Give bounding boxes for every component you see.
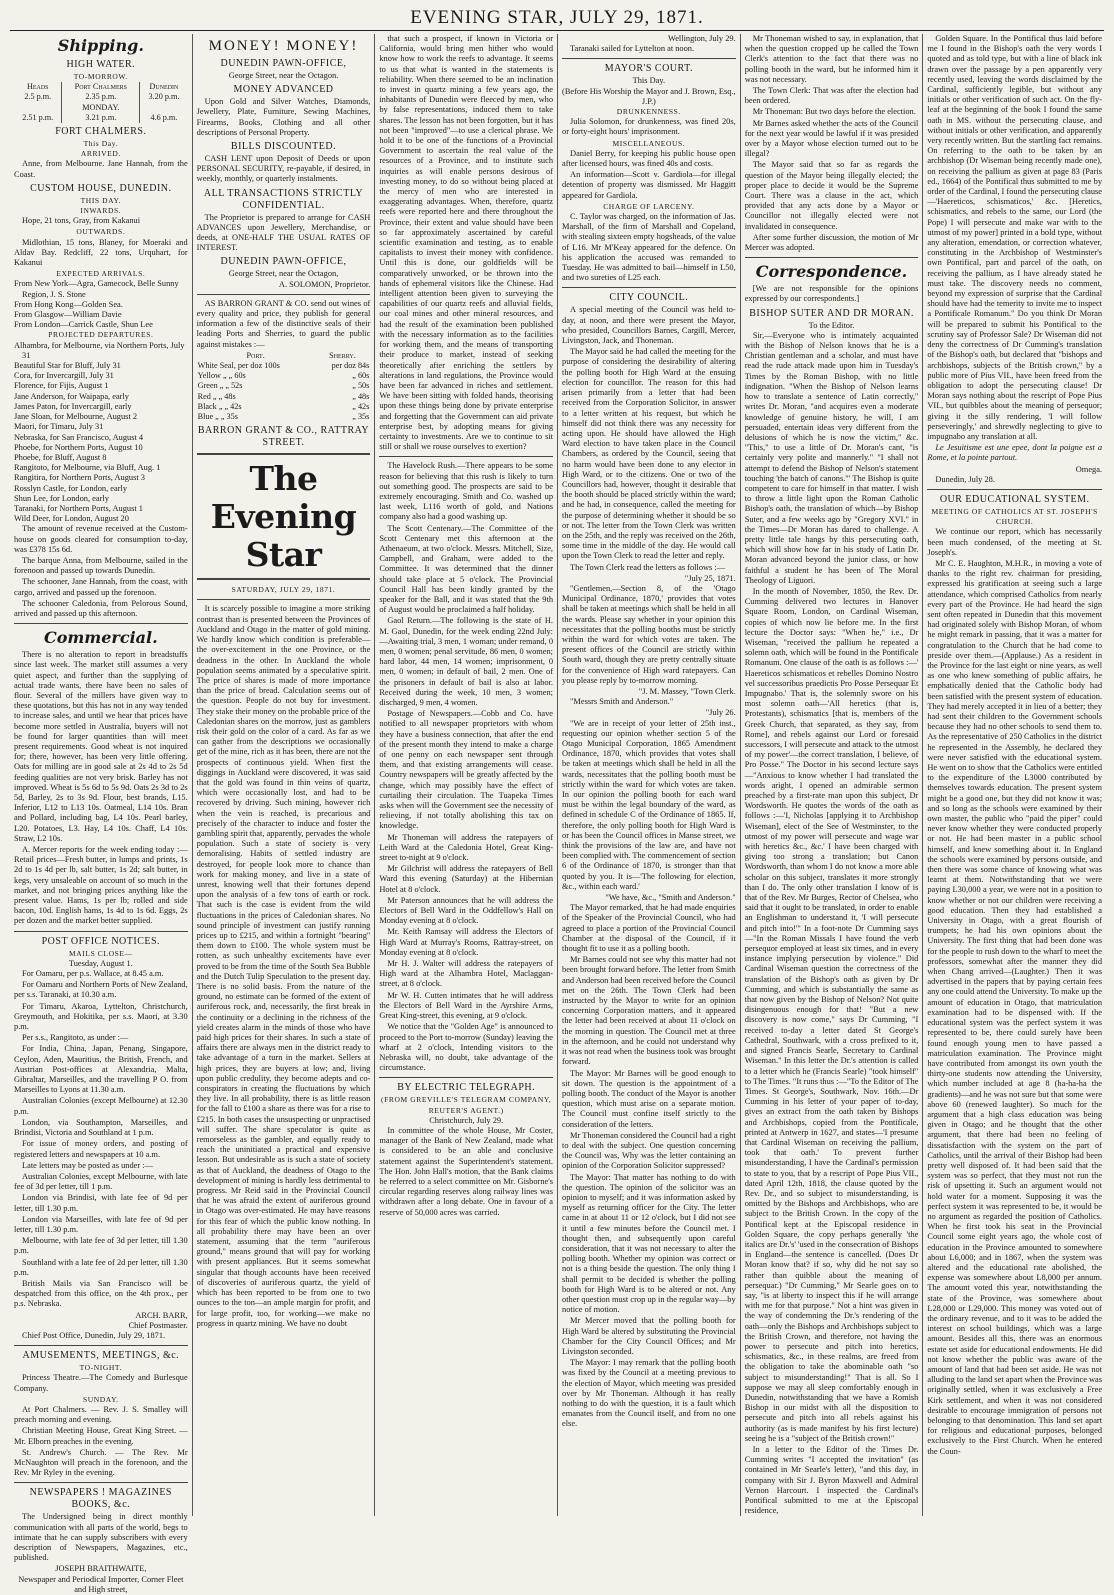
high-water-heading: HIGH WATER. <box>66 59 136 70</box>
list-item: Phoebe, for Bluff, August 8 <box>14 452 107 462</box>
tide-cell: 4.6 p.m. <box>150 112 178 122</box>
council-paragraph: The Mayor said that so far as regards the question of the Mayor being illegally elected; the proper place to decide it would be the Supreme Court. There was a clause in the act, which provided that any acts done by a Mayor or Councillor not illegally elected were not invalidated in consequence. <box>744 160 919 231</box>
news-paragraph: Mr Thoneman will address the ratepayers of Leith Ward at the Caledonia Hotel, Great King-street to-night at 9 o'clock. <box>379 832 554 863</box>
wine-cell: Yellow „ „ 60s <box>197 371 246 381</box>
education-heading: OUR EDUCATIONAL SYSTEM. <box>939 493 1090 505</box>
braithwaite-name: JOSEPH BRAITHWAITE, <box>55 1564 147 1574</box>
shipping-paragraph: The amount of revenue received at the Custom-house on goods cleared for consumption to-day, was £378 15s 6d. <box>14 524 188 554</box>
proprietor-text: The Proprietor is prepared to arrange for CASH ADVANCES upon Jewellery, Merchandise, or deeds, at ONE-HALF THE USUAL RATES OF INTEREST. <box>196 212 371 253</box>
letter-date: "July 25, 1871. <box>684 573 736 583</box>
letter-date: "July 26. <box>705 708 736 718</box>
wine-cell: White Seal, per doz 100s <box>197 361 280 371</box>
tide-row <box>14 113 188 123</box>
list-item: Florence, for Fijis, August 1 <box>14 381 109 391</box>
column-2 <box>193 34 376 1516</box>
list-item: From London—Carrick Castle, Shun Lee <box>14 320 153 330</box>
cash-text: CASH LENT upon Deposit of Deeds or upon PERSONAL SECURITY, re-payable, if desired, in weekly, monthly, or quarterly instalments. <box>196 154 371 184</box>
tide-cell: 2.51 p.m. <box>14 113 62 123</box>
council-paragraph: Mr Barnes could not see why this matter had not been brought forward before. The letter from Smith and Anderson had been received before the Council met on the 26th. The Town Clerk had been instructed by the Mayor to write for an opinion concerning Corporation matters, and it appeared the letter had been received at about 11 o'clock on the morning in question. The Council met at three in the afternoon, and he could not understand why it was not read when the business took was brought forward. <box>562 955 736 1067</box>
news-paragraph: Mr W. H. Cutten intimates that he will address the Electors of Bell Ward in the Ayrshire Arms, Great King-street, this evening, at 9 o'clock. <box>379 990 554 1021</box>
amusements-heading: AMUSEMENTS, MEETINGS, &c. <box>22 1350 180 1362</box>
letter-text: "We are in receipt of your letter of 25th inst., requesting our opinion whether section 5 of the Otago Municipal Corporation, 1865 Amendment Ordinance, 1870, which provides that votes shall be taken at meetings which shall be held in all the wards, necessitates that the polling booth must be strictly within the ward for which votes are taken. In our opinion the polling booth for each ward must be within the legal boundary of the ward, as defined in schedule C of the Ordinance of 1865. If, therefore, the only polling booth for High Ward is or has been the Council offices in Manse street, we think the provisions of the law are, and have not been complied with. The commencement of section 6 of the Ordinance of 1870, is stronger than that quoted by you. It is—'The following for election, &c., within each ward.' <box>562 718 736 891</box>
divider <box>197 599 371 600</box>
council-paragraph: The Mayor said he had called the meeting for the purpose of considering the desirability of altering the polling booth for High Ward at the ensuing election for councillor. The reason for this had arisen primarily from a letter that had been received from the Corporation Solicitor, in answer to a letter written at his request, but which he himself did not think there was any necessity for acting upon. He should have allowed the High Ward election to have taken place in the Council Chambers, as ordered by the Council, seeing that no harm would have been done to any elector in High Ward, or to the citizens. One or two of the Councillors had, however, thought it desirable that the booth should be placed strictly within the ward; and he had, in consequence, called the meeting for the purpose of determining whether it should be so or not. The letter from the Town Clerk was written on the 25th, and the reply was received on the 26th, some time in the middle of the day. He would call upon the Town Clerk to read the letter and reply. <box>562 347 736 561</box>
council-paragraph: After some further discussion, the motion of Mr Mercer was adopted. <box>744 232 919 253</box>
before-text: (Before His Worship the Mayor and J. Brown, Esq., J.P.) <box>562 86 736 106</box>
column-4 <box>558 34 741 1516</box>
divider <box>562 58 736 59</box>
sunday-label: SUNDAY. <box>82 1394 119 1404</box>
council-paragraph: Mr Mercer moved that the polling booth for High Ward be altered by substituting the Provincial Chamber for the City Council Offices; and Mr Livingston seconded. <box>562 1316 736 1356</box>
commercial-paragraph: A. Mercer reports for the week ending today :—Retail prices—Fresh butter, in lumps and prints, 1s 2d to 1s 4d per lb, salt butter, 1s 2d; salt butter, in kegs, very unsaleable on account of so much in the market, and not bringing prices anything like the present value. Hams, 1s per lb; rolled and side bacon, 10d. English hams, 1s 4d to 1s 6d. Eggs, 2s per dozen and the market better supplied. <box>14 845 188 926</box>
column-5 <box>741 34 924 1516</box>
tide-cell: 3.20 p.m. <box>148 92 180 102</box>
post-item: London via Marseilles, with late fee of 9d per letter, till 1.30 p.m. <box>14 1214 188 1234</box>
tide-cell: 3.21 p.m. <box>62 113 140 123</box>
news-paragraph: Mr Gilchrist will address the ratepayers of Bell Ward this evening (Saturday) at the Hibernian Hotel at 8 o'clock. <box>379 864 554 894</box>
this-day-label: This Day. <box>632 76 666 86</box>
braithwaite-title: Newspaper and Periodical Importer, Corner Fleet and High street, <box>18 1574 184 1594</box>
wine-cell: „ 35s <box>352 412 370 422</box>
column-1 <box>10 34 193 1594</box>
council-paragraph: The Town Clerk: That was after the election had been ordered. <box>744 86 919 106</box>
newspapers-text: The Undersigned being in direct monthly communication with all parts of the world, begs to intimate that he can supply subscribers with every description of Newspapers, Magazines, etc., published. <box>14 1512 188 1563</box>
arrived-text: Anne, from Melbourne. Jane Hannah, from the Coast. <box>14 159 188 179</box>
letter-recipient: "Messrs Smith and Anderson." <box>570 697 674 707</box>
council-paragraph: Mr Thoneman wished to say, in explanation, that when the question cropped up he called the Town Clerk's attention to the fact that there was no polling booth in the ward, but he informed him it was not necessary. <box>744 34 919 84</box>
columns <box>10 34 1106 1594</box>
tide-subhead-row <box>14 103 188 113</box>
money-advanced: MONEY ADVANCED <box>233 84 334 96</box>
post-item: For Oamaru, per p.s. Wallace, at 8.45 a.m. <box>22 969 164 979</box>
french-quote: Le Jesuitisme est une epee, dont la poigne est a Rome, et la pointe partout. <box>927 443 1103 463</box>
drunkenness-text: Julia Solomon, for drunkenness, was fined 20s, or forty-eight hours' imprisonment. <box>562 117 736 137</box>
table-row <box>197 392 371 402</box>
council-paragraph: The Mayor: That matter has nothing to do with the question. The opinion of the solicitor was an opinion to myself; and it was information asked by myself as returning officer for the City. The letter came in at about 11 or 12 o'clock, but I did not see it until a few minutes before the Council met. I thought then, and subsequently upon careful consideration, that it was not necessary to alter the polling booth. Whether my opinion was correct or not is a thing beside the question. The only thing I shall permit to be decided is whether the polling booth for High Ward is to be altered or not. Any other question must crop up in the regular way—by notice of motion. <box>562 1172 736 1315</box>
money-text: Upon Gold and Silver Watches, Diamonds, Jewellery, Plate, Furniture, Sewing Machines, Firearms, Books, Clothing and all other descriptions of Personal Property. <box>196 97 371 137</box>
list-item: Rangitira, for Northern Ports, August 3 <box>14 473 145 483</box>
commercial-heading: Commercial. <box>43 628 158 648</box>
letter-paragraph: In a letter to the Editor of the Times Dr. Cumming writes "I accepted the invitation" (as contained in Mr Searle's letter), "and this day, in company with Sir J. Byron Maxwell and Admiral Vernon Harcourt. I inspected the Cardinal's Pontifical submitted to me at the Episcopal residence, <box>744 1445 919 1516</box>
barron-signature: BARRON GRANT & CO., RATTRAY STREET. <box>197 425 370 449</box>
disclaimer-text: [We are not responsible for the opinions expressed by our correspondents.] <box>744 284 919 304</box>
city-council-heading: CITY COUNCIL. <box>609 292 689 304</box>
list-item: Beautiful Star for Bluff, July 31 <box>14 361 121 371</box>
council-paragraph: Mr Thoneman considered the Council had a right to deal with the subject. One question concerning the Council was, Why was the letter containing an opinion of the Corporation Solicitor suppressed? <box>562 1130 736 1171</box>
date-line: SATURDAY, JULY 29, 1871. <box>231 585 336 595</box>
telegraph-subheading: (FROM GREVILLE'S TELEGRAM COMPANY, REUTER'S AGENT.) <box>380 1095 552 1115</box>
solomon-signature: A. SOLOMON, Proprietor. <box>278 279 371 289</box>
education-paragraph: Mr C. E. Haughton, M.H.R., in moving a vote of thanks to the right rev. chairman for presiding, expressed his gratification at seeing such a large attendance, which comprised Catholics from nearly every part of the Province. He had heard the sign sent often repeated in Dunedin that this movement had originated solely with Bishop Moran, of whom he might remark in passing, that it was a matter for congratulation to the Church that he had come to preside over them.—(Applause.) As a resident in the Province for the last eight or nine years, as well as one who knew something of public affairs, he emphatically denied that the Catholic body had been satisfied with the present system of education. They had merely accepted it in lieu of a better; they had sent their children to the Government schools because they had no other schools to send them to. As the representative of 250 Catholics in the district he represented in the Assembly, he declared they were never satisfied with the educational system. He went on to show that the Catholics were entitled to the expenditure of the L3000 contributed by themselves towards education. The present system might be a good one, but they did not know it was; and so long as the schools were examined by their own master, the public who "paid the piper" could never know whether they were conducted properly or not. He had been master in a public school himself, and knew something about it. In England the schools were examined by persons outside, and then there was some chance of knowing what was learnt at them. Notwithstanding that we were paying L30,000 a year, we were not in a position to know whether or not our children were receiving a good education. Then they had established a University in Otago, with a great flourish of trumpets; he had his own opinions about the University. The first thing that had been done was for the people to rush down to the wharf to meet the professors, somewhat after the manner they did when Chang arrived—(Laughter.) Then it was advertised in the papers that by paying certain fees any one could attend the University. To make up the amount of education in Otago, that matriculation examination had to be dispensed with. If the educational system was the perfect system it was represented to be, there could surely have been found enough young men to have passed a matriculation examination. The Province might have contributed from amongst its own youth the thirty-one students now attending the University, which number included at age 8 (ha-ha-ha the gradients)—and he was not sure but that some were above 60 (renewed laughter). So much for the argument that a high class education was being given in Otago; and he thought that the other argument, that there had been no feeling of dissatisfaction with the system on the part of Catholics, until the arrival of their Bishop had been pretty well disposed of. It had been said that the system was so perfect, that they must not run the risk of upsetting it. Such an argument would not hold water for a moment. Supposing it was the perfect system it was represented to be, it would be no argument as regarded the position of Catholics. When he first took his seat in the Provincial Council some eight years ago, the whole cost of education in the Province amounted to somewhere about L6,000; and in 1867, when the system was altered and the educational rate abolished, the expense was somewhere about L8,000 per annum. The amount voted this year, notwithstanding the state of the Province, was somewhere about L28,000 or L29,000. This money was voted out of the ordinary revenue, and to it was to be added the interest on school buildings, which was a large amount. Besides all this, there was an enormous estate set aside for educational endowments. He did not know whether the public was aware of the amount of land that had been set aside. He was not alluding to the land set apart when the Province was originally settled, when it was exclusively a Free Kirk settlement, and when it was not considered desirable to encourage immigration of persons not belonging to that denomination. This land set apart for religious and educational purposes, belonged exclusively to the First Church. When he entered the Coun- <box>927 558 1103 1456</box>
divider <box>562 287 736 288</box>
list-item: Cora, for Invercargill, July 31 <box>14 371 114 381</box>
post-item: London via Brindisi, with late fee of 9d per letter, till 1.30 p.m. <box>14 1193 188 1213</box>
council-paragraph: The Mayor: I may remark that the polling booth was fixed by the Council at a meeting previous to the election of Mayor, which meeting was presided over by Mr Thoneman. Although it has really nothing to do with the question, it is a fault which emanates from the Council itself, and from no one else. <box>562 1358 736 1429</box>
post-item: Southland with a late fee of 2d per letter, till 1.30 p.m. <box>14 1257 188 1277</box>
pawn-office-heading: DUNEDIN PAWN-OFFICE, <box>220 58 347 69</box>
sunday-item: Christian Meeting House, Great King Street. —Mr. Elborn preaches in the evening. <box>14 1426 188 1446</box>
inwards-text: Hope, 21 tons, Gray, from Kakanui <box>22 216 141 226</box>
post-item: Australian Colonies (except Melbourne) at 12.30 p.m. <box>14 1096 188 1116</box>
education-paragraph: We continue our report, which has necessarily been much condensed, of the meeting at St. Joseph's. <box>927 527 1103 557</box>
monday-label: MONDAY. <box>62 103 140 113</box>
mails-close-label: MAILS CLOSE— <box>69 948 133 958</box>
news-paragraph: Mr Paterson announces that he will address the Electors of Bell Ward in the Oddfellow's Hall on Monday evening at 8 o'clock. <box>379 895 554 926</box>
projected-list <box>14 341 188 525</box>
correspondence-heading: Correspondence. <box>755 262 908 282</box>
arrived-label: ARRIVED. <box>80 149 121 159</box>
tide-header: Port Chalmers <box>62 82 140 92</box>
custom-house-heading: CUSTOM HOUSE, DUNEDIN. <box>30 182 172 194</box>
letter-text: "Gentlemen,—Section 8, of the 'Otago Municipal Ordinance, 1870,' provides that votes shall be taken at meetings which shall be held in all the wards. Please say whether in your opinion this necessitates that the polling booths must be strictly within the ward for which votes are taken. The present offices of the Council are strictly within South ward, though they are pretty centrally situate for the convenience of High ward ratepayers. Can you please reply by to-morrow morning. <box>562 583 736 685</box>
tide-table <box>14 82 188 123</box>
news-paragraph: Gaol Return.—The following is the state of H. M. Gaol, Dunedin, for the week ending 22nd July:—Awaiting trial, 3 men, 1 woman; under remand, 0 men, 0 women; penal servitude, 86 men, 0 women; hard labor, 44 men, 14 women; imprisonment, 0 men, 0 women; in default of bail, 2 men. One of the prisoners in default of bail is also at labor. Received during the week, 10 men, 3 women; discharged, 9 men, 4 women. <box>379 616 554 707</box>
tide-header-row <box>14 82 188 92</box>
table-row <box>197 381 371 391</box>
divider <box>14 1482 188 1483</box>
council-paragraph: The Mayor: Mr Barnes will be good enough to sit down. The question is the appointment of a polling booth. The conduct of the Mayor is another question, which must arise on a separate motion. The Council must confine itself strictly to the consideration of the letters. <box>562 1068 736 1129</box>
telegraph-heading: BY ELECTRIC TELEGRAPH. <box>397 1082 536 1094</box>
list-item: Phoebe, for Northern Ports, August 10 <box>14 442 143 452</box>
list-item: From New York—Agra, Gamecock, Belle Sunny Region, J. S. Stone <box>14 279 179 299</box>
education-subheading: MEETING OF CATHOLICS AT ST. JOSEPH'S CHURCH. <box>931 506 1098 527</box>
tonight-text: Princess Theatre.—The Comedy and Burlesque Company. <box>14 1373 188 1393</box>
sunday-item: St. Andrew's Church. — The Rev. Mr McNaughton will preach in the forenoon, and the Rev. Mr Ryley in the evening. <box>14 1447 188 1478</box>
council-paragraph: The Mayor remarked, that he had made enquiries of the Speaker of the Provincial Council, who had agreed to place a portion of the Provincial Council Chamber at the disposal of the Council, if it thought fit to use it as a polling booth. <box>562 903 736 954</box>
list-item: Rangitoto, for Melbourne, via Bluff, Aug. 1 <box>14 463 161 473</box>
column-3 <box>375 34 558 1516</box>
bills-discounted: BILLS DISCOUNTED. <box>230 141 337 153</box>
wine-cell: per doz 84s <box>331 361 370 371</box>
wine-cell: „ 48s <box>352 391 370 401</box>
post-item: For Timaru, Akaroa, Lyttelton, Christchurch, Greymouth, and Hokitika, per s.s. Maori, at 3.30 p.m. <box>14 1001 188 1032</box>
letter-paragraph: Sir,—Everyone who is intimately acquainted with the Bishop of Nelson knows that he is a Christian gentleman and a scholar, and must have read the rude attack made upon him in Tuesday's Times by the Roman Bishop, with no little indignation. "When the Bishop of Nelson learns how to translate a sentence of Latin correctly," writes Dr. Moran, "and acquires even a moderate knowledge of genuine history, he will, I am persuaded, entertain ideas very different from the delusions of which he is now the victim," &c. "This," to use a little of Dr. Moran's cant, "is certainly very polite and mannerly." "I shall not attempt to defend the Bishop of Nelson's statement touching 'the batch of canons.'" The Bishop is quite competent to care for himself in that matter. I wish to throw a little light upon the Roman Catholic Bishop's oath, the translation of which—by Bishop Suter, and a few weeks ago by "Gregory XVI." in the Times—Dr Moran has dared to challenge. A pretty little tale hangs by this persecuting oath, which will show how far in his study of Latin Dr. Moran advanced beyond the junior class, or how faithful a student he has been of The Moral Theology of Liguori. <box>744 330 919 585</box>
divider <box>197 294 371 295</box>
money-heading: MONEY! MONEY! <box>208 38 359 54</box>
council-paragraph: Mr Barnes asked whether the acts of the Council for the next year would be lawful if it was presided over by a Mayor whose election turned out to be illegal? <box>744 118 919 159</box>
to-editor-label: To the Editor. <box>808 320 855 330</box>
divider <box>745 257 919 258</box>
tide-row <box>14 92 188 102</box>
evening-star-nameplate: The Evening Star <box>210 459 357 575</box>
expected-list <box>14 279 188 330</box>
news-paragraph: Mr H. J. Walter will address the ratepayers of High ward at the Alhambra Hotel, Maclaggan-street, at 8 o'clock. <box>379 959 554 989</box>
list-item: Jane Sloan, for Melbourne, August 2 <box>14 412 138 422</box>
letter-title: BISHOP SUTER AND DR MORAN. <box>749 307 914 319</box>
barron-text: AS BARRON GRANT & CO. send out wines of every quality and price, they publish for general information a few of the distinctive seals of their leading Ports and Sherries, to guard the public against mistakes :— <box>196 298 371 349</box>
council-paragraph: A special meeting of the Council was held to-day, at noon, and there were present the Mayor, who presided, Councillors Barnes, Cargill, Mercer, Livingston, Jack, and Thoneman. <box>562 305 736 346</box>
commercial-paragraph: There is no alteration to report in breadstuffs since last week. The market still assumes a very quiet aspect, and further than the supplying of actual trade wants, there have been no sales of flour. Several of the millers have given way to these quotations, but this has not in any way tended to increase sales, and until we hear that prices have become more settled in Australia, buyers will not be found for larger quantities than will meet present requirements. Good wheat is not inquired for; there, however, has been very little offering. Oats for milling are in good sale at 2s 4d to 2s 5d feeding qualities are not very brisk. Barley has not improved. Wheat is 5s 6d to 5s 9d. Oats 2s 3d to 2s 5d, Barley, 2s to 3s 9d. Flour, best brands, L15. Inferior, L12 to L13 10s. Oatmeal, L14 10s. Bran and Pollard, including bag, L4 10s. Pearl barley, L20. Potatoes, L3. Hay, L4 10s. Chaff, L4 10s. Straw, L2 10s. <box>14 650 188 843</box>
wine-cell: Blue „ „ 35s <box>197 412 238 422</box>
news-paragraph: The Havelock Rush.—There appears to be some reason for believing that this rush is likely to turn out something good. The prospects are said to be extremely encouraging. Smith and Co. washed up last week, L116 worth of gold, and Nations company also had a good washing up. <box>379 461 554 522</box>
letter-signature: "J. M. Massey, "Town Clerk. <box>638 686 736 696</box>
pawn-address-2: George Street, near the Octagon, <box>228 269 339 279</box>
wine-header-row <box>197 351 371 361</box>
sunday-item: At Port Chalmers. — Rev. J. S. Smalley will preach morning and evening. <box>14 1404 188 1425</box>
list-item: Jane Anderson, for Waipapa, early <box>14 391 129 401</box>
letter-paragraph: In the month of November, 1850, the Rev. Dr. Cumming delivered two lectures in Hanover Square Room, London, on Cardinal Wiseman, copies of which now lie before me. In the first lecture the Doctor says: "When he," i.e., Dr Wiseman, "received the pallium he repeated a solemn oath, which will be found in the Pontificale Romanum. One clause of the oath is as follows :—' Haereticos schismaticos et rebelles Domino Nostro vel successoribus praedictis Pro Posse Persequar Et Impugnabo.' That is, the solemnly swore on his most solemn oath—'All heretics (that is, Protestants), schismatics [that is, members of the Greek Church, that separated, as they say, from Rome], and rebels against our Lord or foresaid successors, I will persecute and attack to the utmost of my power'—the correct translation, I believe, of Pro Posse." The Doctor in his second lecture says—"Anxious to know whether I had translated the words aright, I opened an admirable sermon preached by a first-rate man upon this subject, Dr Wordsworth. He quotes the words of the oath as follows :—'I, Nicholas [applying it to Archbishop Wiseman], elect of the See of Westminster, to the utmost of my power will persecute and wage war with heretics &c., &c.' I have been charged with giving too strong a translation; but Canon Wordsworth, than whom I do not know a more able scholar on this subject, translates it more strongly than I do. The only other translation I know of is that of the Rev. Mr Burges, Rector of Chelsea, who said that it ought to be translated, in order to enable an Englishman to understand it, 'I will persecute and pitch into!'" In a foot-note Dr Cumming says—"In the Roman Missals I have found the verb persequor employed at least six times, and in every instance implying persecution by violence." Did Cardinal Wiseman question the correctness of the translation of the Bishop's oath as given by Dr Cumming, and which is substantially the same as that now given by the Bishop of Nelson? Not quite disingenuous enough for that! "But a new discovery is now come," says Dr Cumming, "I received to-day a letter dated St George's Cathedral, Southwark, with a cross prefixed to it, and signed Francis Searle, Secretary to Cardinal Wiseman." In this letter the Dr.'s attention is called to a letter which he (Francis Searle) "took himself" to The Times. "It runs thus :—"To the Editor of The Times. St George's, Southwark, Nov. 16th.—Dr Cumming in his letter of your paper of to-day, gives an extract from the oath taken by Bishops and Archbishops, copied from the Pontificale, printed at Antwerp in 1627, and states—'I presume that Cardinal Wiseman on receiving the pallium, took that oath.' To prevent further misunderstanding, I have the Cardinal's permission to state to you, that by a rescript of Pope Pius VII., dated April 12th, 1818, the clause quoted by the Rev. Dr., and so subject to misunderstanding, is omitted by the Bishops and Archbishops, who are subject to the British Crown. In the copy of the Pontifical kept at the Episcopal residence in Golden Square, the copy perhaps generally 'the italics are Dr.'s' 'used in the consecration of Bishops in England—the sentence is cancelled. (Does Dr Moran know that? if so, why did he not say so rather than quibble about the meaning of persequar.) "Dr Cumming," Mr Searle goes on to say, "is at liberty to inspect this if he will arrange with me for that purpose." Not a hint was given in the way of condemning the Dr.'s rendering of the oath—only the Bishops and Archbishops subject to the British Crown, and therefore, not having the power to persecute and pitch into heretics, schismatics, &c., in these realms, are freed from the obligation to take the abominable oath "so subject to misunderstanding!" That is all. So I suppose we may all sleep comfortably enough in Dunedin, notwithstanding that we have a Romish Bishop in our midst with all the disposition to persecute and pitch into all rebels against his authority (as is made manifest by his first lecture) seeing he is a "subject of the British crown!" <box>744 586 919 1443</box>
divider <box>14 623 188 624</box>
larceny-text: C. Taylor was charged, on the information of Jas. Marshall, of the firm of Marshall and Copeland, with stealing sixteen empty hogsheads, of the value of L16. Mr M'Keay appeared for the defence. On his application the accused was remanded to Tuesday. He was admitted to bail—himself in L50, and two sureties of L25 each. <box>562 212 736 283</box>
misc-paragraph: An information—Scott v. Gardiola—for illegal detention of property was dismissed. Mr Haggitt appeared for Gardiola. <box>562 170 736 200</box>
tide-header: Heads <box>14 82 62 92</box>
fort-chalmers-heading: FORT CHALMERS. <box>55 126 147 138</box>
table-row <box>197 412 371 422</box>
list-item: Rosslyn Castle, for London, early <box>14 483 128 493</box>
projected-departures-label: PROJECTED DEPARTURES. <box>48 330 154 340</box>
list-item: From Glasgow—William Davie <box>14 310 122 320</box>
list-item: James Paton, for Invercargill, early <box>14 401 132 411</box>
news-paragraph: Mr. Keith Ramsay will address the Electors of High Ward at Murray's Rooms, Rattray-street, on Monday evening at 8 o'clock. <box>379 927 554 957</box>
list-item: From Hong Kong—Golden Sea. <box>14 299 123 309</box>
list-item: Taranaki, for Northern Ports, August 1 <box>14 503 143 513</box>
divider <box>379 1077 553 1078</box>
news-paragraph: The Scott Centenary.—The Committee of the Scott Centenary met this afternoon at the Athenaeum, at two o'clock. Messrs. Mitchell, Size, Campbell, and Graham, were added to the Committee. It was determined that the dinner should take place at 5 o'clock. The Provincial Council Hall has been kindly granted by the speaker for the Ball, and it was stated that the 9th of August would be proclaimed a half holiday. <box>379 523 554 615</box>
drunkenness-label: DRUNKENNESS. <box>616 107 681 117</box>
tide-cell: 2.5 p.m. <box>14 92 62 102</box>
wellington-text: Taranaki sailed for Lyttelton at noon. <box>570 44 695 54</box>
post-date: Chief Post Office, Dunedin, July 29, 1871. <box>22 1330 166 1340</box>
masthead <box>10 6 1104 31</box>
wellington-dateline: Wellington, July 29. <box>667 34 736 43</box>
post-item: London, via Southampton, Marseilles, and Brindisi, Victoria and Southland at 1 p.m. <box>14 1117 188 1138</box>
letter-paragraph: Golden Square. In the Pontifical thus laid before me I found in the Bishop's oath the very words I quoted and as told type, but with a line of black ink drawn over the passage by a pen apparently very recently used, leaving the words disclaimed by the Cardinal, sufficiently legible, but without any initials or other verification of such act. On the fly-leaf at the beginning of the book I found the same oath in MS. without the persecuting clause, and without initials or other verification, and apparently very recently written. But the startling fact remains. On referring to the oath to be taken by an archbishop (Dr Wiseman being recently made one), on receiving the pallium as given at page 83 (Paris ed., 1664) of the Pontifical thus submitted to me by order of the Cardinal, I found the persecuting clause—'Haereticos, schismaticos,' &c. [Heretics, schismatics, and rebels to the same, our Lord (the Pope) I will persecute and make war with to the utmost of my power] printed in a bold type, without any alteration, emendation, or correction whatever, constituting in the Archbishop of Westminster's own Pontifical, part and parcel of the oath, on receiving the pallium, as I have already stated he must take. The discovery needs no comment, beyond my expression of surprise that the Cardinal should have had the temerity to invite me to inspect a Pontificale Romanum." Do you think Dr Moran will be prepared to submit his Pontifical to the scrutiny say of Professor Sale? Dr Wiseman did not deny the correctness of Dr Cumming's translation of the Bishop's oath, but declared that "bishops and archbishops, subjects of the British crown," by a public more of Pius VII., have been freed from the obligation to adopt the persecuting clause! Dr Moran says nothing about the rescript of Pope Pius VII., but quibbles about the meaning of persequor; giving it the silly rendering, 'I will follow perseveringly,' and shrewdly neglecting to give to impugnabo any translation at all. <box>927 34 1103 441</box>
pawn-address: George Street, near the Octagon. <box>228 71 339 80</box>
tonight-label: TO-NIGHT. <box>79 1363 123 1373</box>
wine-header: Sherry. <box>329 350 356 360</box>
wine-cell: „ 60s <box>352 371 370 381</box>
post-item: For Oamaru and Northern Ports of New Zealand, per s.s. Taranaki, at 10.30 a.m. <box>14 980 188 1000</box>
news-paragraph: We notice that the "Golden Age" is announced to proceed to the Port to-morrow (Sunday) leaving the wharf at 2 o'clock, Intending visitors to the Nebraska will, no doubt, take advantage of the circumstance. <box>379 1022 554 1073</box>
table-row <box>197 402 371 412</box>
post-item: For issue of money orders, and posting of registered letters and newspapers at 10 a.m. <box>14 1139 188 1159</box>
shipping-heading: Shipping. <box>57 36 144 55</box>
tide-cell: 2.35 p.m. <box>62 92 140 102</box>
list-item: Alhambra, for Melbourne, via Northern Ports, July 31 <box>14 340 185 360</box>
expected-arrivals-label: EXPECTED ARRIVALS. <box>56 269 146 279</box>
this-day-label: This Day. <box>83 139 119 149</box>
wine-cell: „ 50s <box>352 381 370 391</box>
list-item: Maori, for Timaru, July 31 <box>14 422 104 432</box>
divider <box>197 453 371 456</box>
divider <box>14 931 188 932</box>
council-paragraph: The Town Clerk read the letters as follows :— <box>570 562 726 572</box>
post-office-heading: POST OFFICE NOTICES. <box>41 935 161 947</box>
outwards-label: OUTWARDS. <box>76 227 126 237</box>
post-item: Australian Colonies, except Melbourne, with late fee of 3d per letter, till 1 p.m. <box>14 1171 188 1192</box>
post-item: For India, China, Japan, Penang, Singapore, Ceylon, Aden, Mauritius, the British, French, and Austrian Post-offices at Alexandria, Malta, Gibraltar, Marseilles, and the travelling P O. from Marseilles to Lyons at 11.30 a.m. <box>14 1044 188 1095</box>
post-item: Per s.s., Rangitoto, as under :— <box>22 1033 129 1043</box>
pawn-office-heading-2: DUNEDIN PAWN-OFFICE, <box>220 256 347 268</box>
table-row <box>197 371 371 381</box>
post-item: Late letters may be posted as under :— <box>22 1160 153 1170</box>
miscellaneous-label: MISCELLANEOUS. <box>612 138 686 148</box>
editorial-paragraph: It is scarcely possible to imagine a more striking contrast than is presented between the Provinces of Auckland and Otago in the matter of gold mining. We hardly know which condition is preferable—the over-excitement in the one Province, or the deadness in the other. In Auckland the whole population seems animated by a speculative spirit. The price of shares is made of more importance than the price of bread. Calculation seems out of the question. People do not buy for investment. They stake their money on the probable price of the Caledonian shares on the morrow, just as gamblers risk their gold on the color of a card. As far as we can gather from the descriptions we occasionally get of the mine, rich as it has been, there are not the prospects of continuous yield. When first the diggings in Auckland were discovered, it was said that the gold was found in thin veins of quartz, which were occasionally lost, and had to be recovered by driving. Such mining, however rich when the vein is reached, is precarious and precisely of the character to induce and foster the gambling spirit that, apparently, pervades the whole population. Such a state of society is very demoralising. Habits of settled industry are destroyed, for people look more to chance than work for making money, and live in a state of unrest, knowing well that their fortunes depend upon the analysis of a few tons of earth or rock. That such is the case is evident from the wild fluctuations in the prices of Caledonian shares. No sound principle of investment can justify running prices up to £215, and within a fortnight "bearing" them down to £100. The whole system must be rotten, as such unhealthy excitements have ever proved to be from the time of the South Sea Bubble and the Dutch Tulip Speculation to the present day. There is no solid basis. From the nature of the ground, no estimate can be formed of the extent of auriferous rock, and, necessarily, the first break in the continuity or a declining in the richness of the yield creates alarm in the minds of those who have paid high prices for their shares. In such a state of affairs there are always men in the district ready to take advantage of a turn in the market. Sellers at high prices, they are buyers at low; and, living upon public credulity, they become adepts and co-conspirators in creating the fluctuations by which they live. In all probability, there is as little reason for the fall to £100 a share as there was for a rise to £215. In both cases the unsuspecting or unpractised will suffer. The share speculator is quite as remorseless as the gambler, and equally ready to reach the uninitiated a practical and expensive lesson. But undesirable as is such a state of society as that of Auckland, the deadness of Otago to the development of mining is hardly less detrimental to progress. Mr Reid said in the Provincial Council that he was afraid the extent of auriferous ground in Otago was over-estimated. He may have reasons for this fear of which the public know nothing. In all probability there may have been an over statement, assuming that the term "auriferous ground," means ground that will pay for working with present appliances. But it seems somewhat singular that though accounts have been received of discoveries of auriferous quartz, the yield of which has been reported to be from one to two ounces to the ton—an ample margin for profit, and for large profit, too, for working—we make no progress in quartz mining. We have no doubt <box>196 604 371 1328</box>
post-item: British Mails via San Francisco will be despatched from this office, on the 4th prox., per p.s. Nebraska. <box>14 1278 188 1309</box>
news-paragraph: Postage of Newspapers.—Cobb and Co. have notified to all newspaper proprietors with whom they have a business connection, that after the end of the present month they intend to make a charge of one penny on each newspaper sent through them, and that existing arrangements will cease. Country newspapers will be greatly affected by the change, which may possibly have the effect of curtailing their circulation. The Tuapeka Times asks when will the Government see the necessity of relieving, if not totally abolishing this tax on knowledge. <box>379 709 554 831</box>
editorial-continued: that such a prospect, if known in Victoria or California, would bring men hither who would know how to work the reefs to advantage. It seems to us that what is wanted in the statements is reliability. When there seemed to be an inclination to invest in quartz mining a few years ago, the inhabitants of Dunedin were fleeced by men, who by false representations, induced them to take shares. The lesson has not been forgotten, but it has not been "improved"—to use a clerical phrase. We hold it to be one of the functions of a Provincial Government to ascertain the real value of the resources of a Province, and to institute such inquiries as will enable persons desirous of investing money, to do so without being placed at the mercy of men who are interested in exaggerating advantages. When, therefore, quartz reefs were reported here and there throughout the Province, their extent and value should have been so far approximately ascertained by careful scientific examination and testing, as to enable capitalists to invest their money with confidence. Until this is done, our goldfields will be comparatively unworked, or be thrown into the hands of ephemeral visitors like the Chinese. Had intelligent attention been given to surveying the capabilities of our quartz reefs and alluvial fields, our coal mines and other mineral resources, and had the result of the examination been published with the necessary information as to the facilities for working them, and the means of transporting their produce to market, instead of seeking theoretically after enriching the settlers by alterations in land regulations, the Province would have been far advanced in riches and settlement. We have been sitting with folded hands, theorising upon these things being done by private enterprise and forgetting that the Government can aid private enterprise best, by adopting means for giving certainty to investments. Are we to continue to sit still or shall we rouse ourselves to exertion? <box>379 34 554 452</box>
post-item: Melbourne, with late fee of 3d per letter, till 1.30 p.m. <box>14 1236 188 1256</box>
shipping-paragraph: The schooner Caledonia, from Pelorous Sound, arrived and passed up this afternoon. <box>14 598 188 618</box>
postmaster-title: Chief Postmaster. <box>128 1320 188 1330</box>
divider <box>197 578 371 581</box>
list-item: Shun Lee, for London, early <box>14 493 109 503</box>
letter-date: Dunedin, July 28. <box>935 474 995 484</box>
newspapers-heading: NEWSPAPERS ! MAGAZINES BOOKS, &c. <box>29 1487 172 1511</box>
christchurch-text: In committee of the whole House, Mr Coster, manager of the Bank of New Zealand, made what is considered to be an able and conclusive statement against the Superintendent's statement. The Hon. John Hall's motion, that the Bank claims be referred to a select committee on Mr. Gisborne's circular regarding reserves along railway lines was withdrawn after a long debate. One in favour of a reserve of 50,000 acres was carried. <box>379 1125 554 1217</box>
table-row <box>197 361 371 371</box>
shipping-paragraph: The schooner, Jane Hannah, from the coast, with cargo, arrived and passed up the forenoon. <box>14 577 188 597</box>
letter-signer: Omega. <box>1075 464 1103 474</box>
divider <box>379 456 553 457</box>
wine-cell: Red „ „ 48s <box>197 391 236 401</box>
wine-cell: Green „ „ 52s <box>197 381 243 391</box>
shipping-paragraph: The barque Anna, from Melbourne, sailed in the forenoon and passed up towards Dunedin. <box>14 555 188 576</box>
tomorrow-label: TO-MORROW. <box>73 72 128 81</box>
page-title: EVENING STAR, JULY 29, 1871. <box>410 7 704 28</box>
wine-cell: „ 42s <box>352 401 370 411</box>
larceny-label: CHARGE OF LARCENY. <box>603 201 695 211</box>
all-transactions: ALL TRANSACTIONS STRICTLY CONFIDENTIAL. <box>203 187 364 211</box>
wine-price-table <box>197 351 371 422</box>
list-item: Wild Deer, for London, August 20 <box>14 514 129 524</box>
tuesday-label: Tuesday, August 1. <box>68 958 133 968</box>
postmaster-name: ARCH. BARR, <box>135 1310 188 1320</box>
tide-header: Dunedin <box>149 82 179 92</box>
outwards-text: Midlothian, 15 tons, Blaney, for Moeraki and Aldav Bay. Redcliff, 22 tons, Urquhart, for Kakanui <box>14 237 188 268</box>
this-day-label: THIS DAY. <box>80 195 122 205</box>
christchurch-dateline: Christchurch, July 29. <box>429 1115 504 1125</box>
inwards-label: INWARDS. <box>80 206 122 216</box>
misc-paragraph: Daniel Berry, for keeping his public house open after licensed hours, was fined 40s and costs. <box>562 148 736 169</box>
council-paragraph: Mr Thoneman: But two days before the election. <box>752 107 916 117</box>
column-6 <box>923 34 1106 1516</box>
divider <box>927 489 1102 490</box>
divider <box>14 1345 188 1346</box>
wine-cell: Black „ „ 42s <box>197 401 242 411</box>
mayors-court-heading: MAYOR'S COURT. <box>604 63 693 75</box>
list-item: Nebraska, for San Francisco, August 4 <box>14 432 144 442</box>
wine-header: Port. <box>246 350 265 360</box>
letter-signature: "We have, &c., "Smith and Anderson." <box>605 893 736 903</box>
